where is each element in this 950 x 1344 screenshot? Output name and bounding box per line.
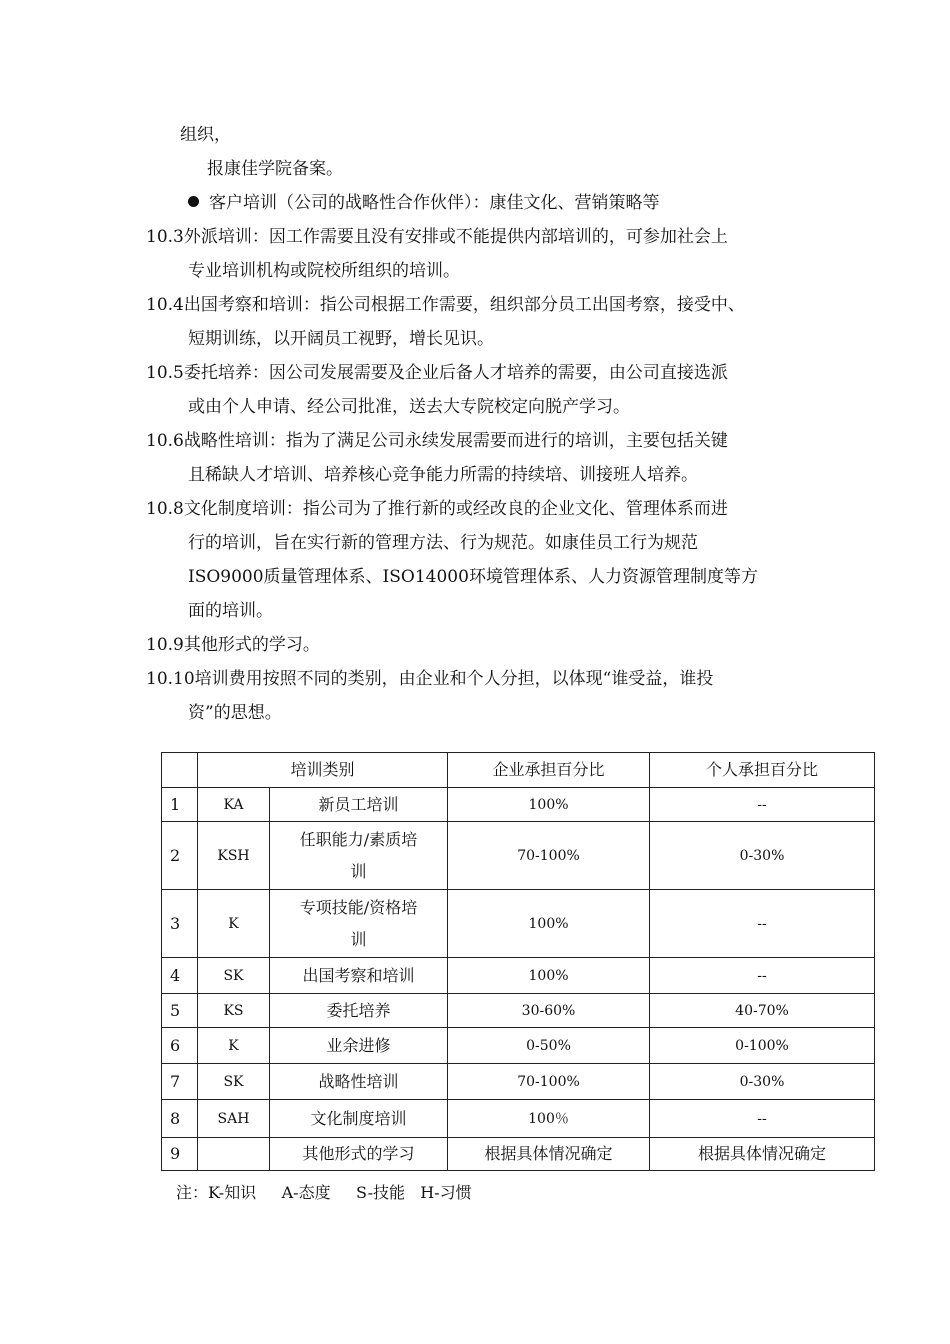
section-text: 出国考察和培训：指公司根据工作需要，组织部分员工出国考察，接受中、 bbox=[183, 295, 745, 315]
section-text: 其他形式的学习。 bbox=[183, 635, 320, 655]
table-row bbox=[162, 890, 875, 958]
row-name: 出国考察和培训 bbox=[270, 958, 448, 994]
row-code: K bbox=[198, 890, 270, 958]
row-number: 9 bbox=[162, 1138, 198, 1171]
section-number: 10.4 bbox=[146, 295, 184, 315]
table-row bbox=[162, 958, 875, 994]
table-row bbox=[162, 1138, 875, 1171]
section-number: 10.8 bbox=[146, 499, 184, 519]
section-10-5 bbox=[146, 362, 728, 384]
row-number: 5 bbox=[162, 994, 198, 1028]
row-personal-pct: 40-70% bbox=[650, 994, 875, 1028]
row-company-pct: 100% bbox=[448, 958, 650, 994]
row-name bbox=[270, 822, 448, 890]
header-personal: 个人承担百分比 bbox=[650, 753, 875, 788]
row-number: 8 bbox=[162, 1100, 198, 1138]
row-number: 2 bbox=[162, 822, 198, 890]
row-personal-pct: 0-100% bbox=[650, 1028, 875, 1064]
row-company-pct: 100% bbox=[448, 788, 650, 822]
table-row bbox=[162, 788, 875, 822]
table-row bbox=[162, 994, 875, 1028]
section-10-9 bbox=[146, 634, 320, 656]
row-personal-pct: -- bbox=[650, 890, 875, 958]
row-name: 委托培养 bbox=[270, 994, 448, 1028]
row-personal-pct: 0-30% bbox=[650, 822, 875, 890]
section-number: 10.3 bbox=[146, 227, 184, 247]
header-company: 企业承担百分比 bbox=[448, 753, 650, 788]
row-number: 3 bbox=[162, 890, 198, 958]
text-line: 报康佳学院备案。 bbox=[207, 159, 343, 179]
row-number: 6 bbox=[162, 1028, 198, 1064]
row-company-pct: 70-100% bbox=[448, 1064, 650, 1100]
row-code: SAH bbox=[198, 1100, 270, 1138]
text-line: 资”的思想。 bbox=[188, 703, 282, 723]
row-personal-pct: 0-30% bbox=[650, 1064, 875, 1100]
row-company-pct: 30-60% bbox=[448, 994, 650, 1028]
section-10-4 bbox=[146, 294, 745, 316]
text-line: 短期训练，以开阔员工视野，增长见识。 bbox=[188, 329, 494, 349]
text-line: 行的培训，旨在实行新的管理方法、行为规范。如康佳员工行为规范 bbox=[188, 533, 698, 553]
section-text: 文化制度培训：指公司为了推行新的或经改良的企业文化、管理体系而进 bbox=[183, 499, 728, 519]
table-row bbox=[162, 1028, 875, 1064]
bullet-text: 客户培训（公司的战略性合作伙伴）：康佳文化、营销策略等 bbox=[209, 193, 660, 213]
section-number: 10.9 bbox=[146, 635, 184, 655]
row-code: SK bbox=[198, 1064, 270, 1100]
header-cell-blank bbox=[162, 753, 198, 788]
row-name: 其他形式的学习 bbox=[270, 1138, 448, 1171]
bullet-icon bbox=[188, 196, 199, 207]
row-number: 7 bbox=[162, 1064, 198, 1100]
section-text: 战略性培训：指为了满足公司永续发展需要而进行的培训，主要包括关键 bbox=[183, 431, 728, 451]
section-10-6 bbox=[146, 430, 728, 452]
row-name: 战略性培训 bbox=[270, 1064, 448, 1100]
row-name-line1: 任职能力/素质培 bbox=[299, 829, 418, 849]
text-line: 且稀缺人才培训、培养核心竞争能力所需的持续培、训接班人培养。 bbox=[188, 465, 698, 485]
row-code: KSH bbox=[198, 822, 270, 890]
section-10-10 bbox=[146, 668, 713, 690]
text-line: ISO9000质量管理体系、ISO14000环境管理体系、人力资源管理制度等方 bbox=[188, 567, 758, 587]
row-name: 新员工培训 bbox=[270, 788, 448, 822]
row-number: 1 bbox=[162, 788, 198, 822]
row-number: 4 bbox=[162, 958, 198, 994]
row-name: 业余进修 bbox=[270, 1028, 448, 1064]
text-line: 面的培训。 bbox=[188, 601, 273, 621]
row-code: SK bbox=[198, 958, 270, 994]
row-name: 文化制度培训 bbox=[270, 1100, 448, 1138]
table-row bbox=[162, 1064, 875, 1100]
row-personal-pct: -- bbox=[650, 958, 875, 994]
row-code: KS bbox=[198, 994, 270, 1028]
table-header-row bbox=[162, 753, 875, 788]
section-10-3 bbox=[146, 226, 728, 248]
row-name-line1: 专项技能/资格培 bbox=[299, 897, 418, 917]
text-line: 专业培训机构或院校所组织的培训。 bbox=[188, 261, 460, 281]
table-note: 注：K-知识 A-态度 S-技能 H-习惯 bbox=[176, 1183, 472, 1202]
section-text: 外派培训：因工作需要且没有安排或不能提供内部培训的，可参加社会上 bbox=[183, 227, 728, 247]
row-company-pct: 70-100% bbox=[448, 822, 650, 890]
row-code: KA bbox=[198, 788, 270, 822]
row-name-line2: 训 bbox=[350, 861, 367, 881]
text-line: 组织， bbox=[180, 125, 231, 145]
row-code: K bbox=[198, 1028, 270, 1064]
table-row bbox=[162, 1100, 875, 1138]
section-number: 10.6 bbox=[146, 431, 184, 451]
section-10-8 bbox=[146, 498, 728, 520]
row-personal-pct: -- bbox=[650, 1100, 875, 1138]
table-row bbox=[162, 822, 875, 890]
row-personal-pct: -- bbox=[650, 788, 875, 822]
section-text: 培训费用按照不同的类别，由企业和个人分担，以体现“谁受益，谁投 bbox=[194, 669, 714, 689]
cost-sharing-table bbox=[161, 752, 875, 1171]
section-text: 委托培养：因公司发展需要及企业后备人才培养的需要，由公司直接选派 bbox=[183, 363, 728, 383]
section-number: 10.5 bbox=[146, 363, 184, 383]
row-code bbox=[198, 1138, 270, 1171]
row-company-pct: 根据具体情况确定 bbox=[448, 1138, 650, 1171]
text-line: 或由个人申请、经公司批准，送去大专院校定向脱产学习。 bbox=[188, 397, 630, 417]
header-category: 培训类别 bbox=[198, 753, 448, 788]
row-company-pct: 100％ bbox=[448, 1100, 650, 1138]
row-company-pct: 0-50% bbox=[448, 1028, 650, 1064]
section-number: 10.10 bbox=[146, 669, 195, 689]
bullet-item bbox=[188, 192, 660, 214]
row-company-pct: 100% bbox=[448, 890, 650, 958]
row-name-line2: 训 bbox=[350, 929, 367, 949]
row-name bbox=[270, 890, 448, 958]
row-personal-pct: 根据具体情况确定 bbox=[650, 1138, 875, 1171]
